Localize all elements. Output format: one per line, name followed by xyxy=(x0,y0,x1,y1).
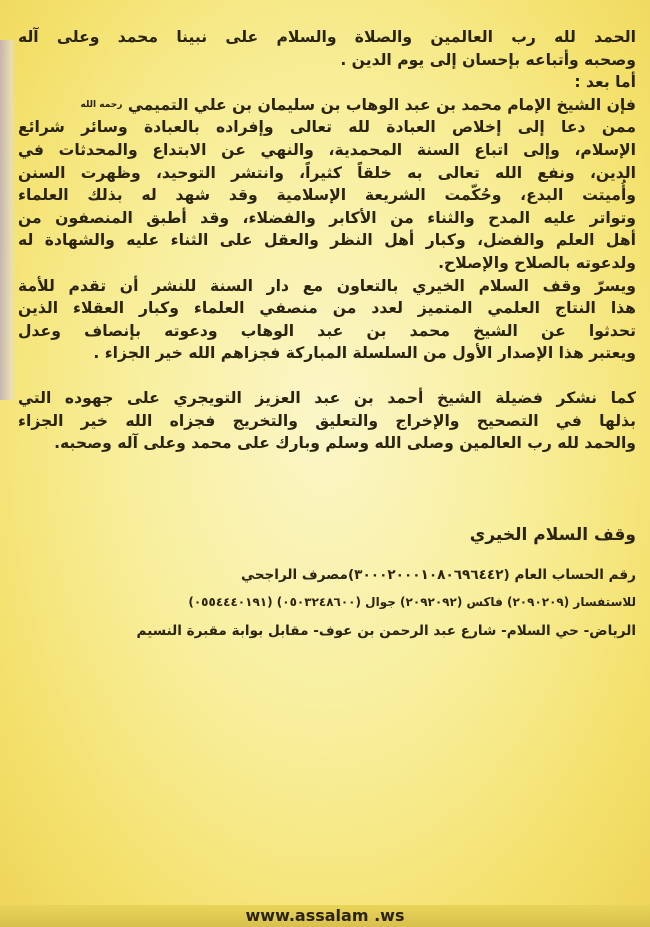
paragraph1-line-3: الإسلام، وإلى اتباع السنة المحمدية، والنهي عن الابتداع والمحدثات في xyxy=(18,140,636,159)
spacer-large xyxy=(18,455,636,525)
address: الرياض- حي السلام- شارع عبد الرحمن بن عوف- مقابل بوابة مقبرة النسيم xyxy=(136,622,636,639)
amma-bad-heading: أما بعد : xyxy=(574,73,636,92)
paragraph2-line-3: تحدثوا عن الشيخ محمد بن عبد الوهاب ودعوته بإنصاف وعدل xyxy=(18,321,636,340)
paragraph1-line-7: أهل العلم والفضل، وكبار أهل النظر والعقل على الثناء عليه والشهادة له xyxy=(18,231,636,250)
paragraph3-line-1: كما نشكر فضيلة الشيخ أحمد بن عبد العزيز التويجري على جهوده التي xyxy=(18,388,636,407)
paragraph1-line-4: الدين، ونفع الله تعالى به خلقاً كثيراً، وانتشر التوحيد، وظهرت السنن xyxy=(18,163,636,182)
paragraph1-line-2: ممن دعا إلى إخلاص العبادة لله تعالى وإفراده بالعبادة وسائر شرائع xyxy=(18,118,636,137)
paragraph1-line-5: وأُميتت البدع، وحُكّمت الشريعة الإسلامية وقد شهد له بذلك العلماء xyxy=(18,186,636,205)
page-edge-shadow xyxy=(0,40,16,400)
paragraph3-line-2: بذلها في التصحيح والإخراج والتعليق والتخريج فجزاه الله خير الجزاء xyxy=(18,411,636,430)
paragraph1-line-1-text: فإن الشيخ الإمام محمد بن عبد الوهاب بن سليمان بن علي التميمي xyxy=(127,95,636,114)
rahimahullah-mark: رحمه الله xyxy=(80,99,123,110)
spacer xyxy=(18,365,636,387)
document-body xyxy=(18,26,636,639)
paragraph1-line-1 xyxy=(18,94,636,117)
paragraph1-line-8: ولدعوته بالصلاح والإصلاح. xyxy=(438,253,636,272)
bank-account: رقم الحساب العام (٣٠٠٠٢٠٠٠١٠٨٠٦٩٦٤٤٢)مصرف الراجحي xyxy=(240,566,636,583)
paragraph2-line-2: هذا النتاج العلمي المتميز لعدد من منصفي العلماء وكبار العقلاء الذين xyxy=(18,299,636,318)
paragraph3-line-3: والحمد لله رب العالمين وصلى الله وسلم وبارك على محمد وعلى آله وصحبه. xyxy=(54,434,636,453)
intro-line-1: الحمد لله رب العالمين والصلاة والسلام على نبينا محمد وعلى آله xyxy=(18,28,636,46)
signature: وقف السلام الخيري xyxy=(469,524,636,545)
contact-numbers: للاستفسار (٢٠٩٠٢٠٩) فاكس (٢٠٩٢٠٩٢) جوال (٠٥٠٣٢٤٨٦٠٠) (٠٥٥٤٤٤٠١٩١) xyxy=(188,594,636,609)
website-url: www.assalam .ws xyxy=(245,906,405,925)
paragraph2-line-1: ويسرّ وقف السلام الخيري بالتعاون مع دار السنة للنشر أن تقدم للأمة xyxy=(18,276,636,295)
paragraph2-line-4: ويعتبر هذا الإصدار الأول من السلسلة المباركة فجزاهم الله خير الجزاء . xyxy=(93,344,636,363)
intro-line-2: وصحبه وأتباعه بإحسان إلى يوم الدين . xyxy=(340,50,636,69)
paragraph1-line-6: وتواتر عليه المدح والثناء من الأكابر والفضلاء، وقد أطبق المنصفون من xyxy=(18,208,636,227)
